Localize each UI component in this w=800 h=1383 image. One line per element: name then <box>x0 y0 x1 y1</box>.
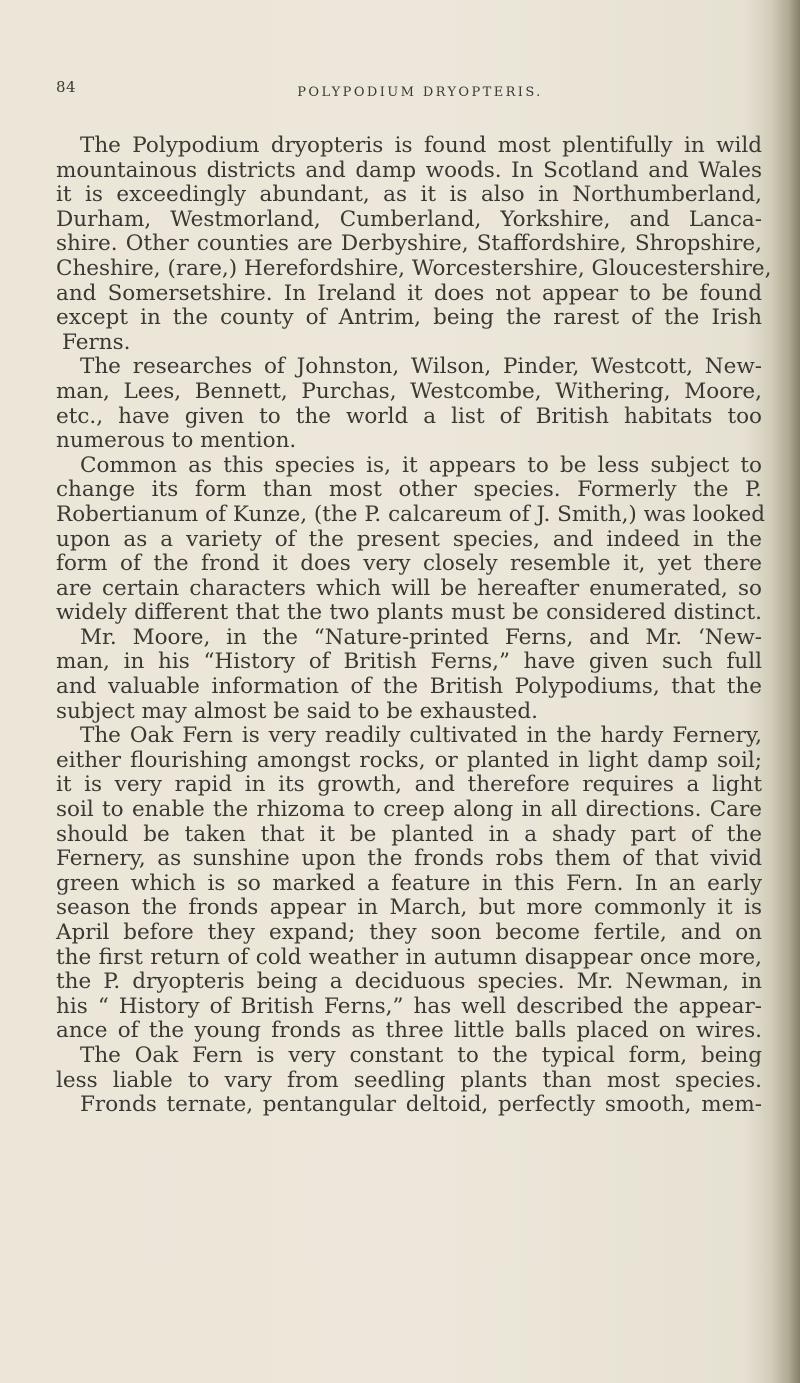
text-line: subject may almost be said to be exhausted. <box>56 698 539 724</box>
text-line: less liable to vary from seedling plants than most species. <box>56 1067 762 1093</box>
text-line: The Oak Fern is very readily cultivated in the hardy Fernery, <box>80 723 762 749</box>
text-line: ance of the young fronds as three little balls placed on wires. <box>56 1018 762 1044</box>
text-line: his “ History of British Ferns,” has well described the appear- <box>56 993 762 1019</box>
text-line: the P. dryopteris being a deciduous species. Mr. Newman, in <box>56 969 762 995</box>
text-line: man, Lees, Bennett, Purchas, Westcombe, Withering, Moore, <box>56 378 762 404</box>
text-line: are certain characters which will be hereafter enumerated, so <box>56 575 762 601</box>
text-line: green which is so marked a feature in this Fern. In an early <box>56 870 762 896</box>
body-text <box>56 133 772 1118</box>
text-line: season the fronds appear in March, but more commonly it is <box>56 895 762 921</box>
text-line: Durham, Westmorland, Cumberland, Yorkshire, and Lanca- <box>56 206 762 232</box>
text-line: Ferns. <box>62 329 131 355</box>
text-line: soil to enable the rhizoma to creep along in all directions. Care <box>56 797 762 823</box>
text-line: and Somersetshire. In Ireland it does not appear to be found <box>56 280 762 306</box>
text-line: Cheshire, (rare,) Herefordshire, Worcestershire, Gloucestershire, <box>56 255 772 281</box>
text-line: widely different that the two plants must be considered distinct. <box>56 600 762 626</box>
text-line: upon as a variety of the present species, and indeed in the <box>56 526 762 552</box>
text-line: mountainous districts and damp woods. In Scotland and Wales <box>56 157 762 183</box>
text-line: Robertianum of Kunze, (the P. calcareum of J. Smith,) was looked <box>56 501 766 527</box>
text-line: change its form than most other species. Formerly the P. <box>56 477 762 503</box>
text-line: it is very rapid in its growth, and therefore requires a light <box>56 772 762 798</box>
page-number: 84 <box>56 78 77 96</box>
text-line: The Oak Fern is very constant to the typical form, being <box>80 1042 762 1068</box>
text-line: Fernery, as sunshine upon the fronds robs them of that vivid <box>56 846 762 872</box>
text-line: The researches of Johnston, Wilson, Pinder, Westcott, New- <box>80 354 762 380</box>
text-line: form of the frond it does very closely resemble it, yet there <box>56 551 762 577</box>
text-line: shire. Other counties are Derbyshire, Staffordshire, Shropshire, <box>56 231 762 257</box>
text-line: the first return of cold weather in autumn disappear once more, <box>56 944 762 970</box>
text-line: and valuable information of the British Polypodiums, that the <box>56 674 762 700</box>
running-head: POLYPODIUM DRYOPTERIS. <box>297 85 543 100</box>
text-line: Mr. Moore, in the “Nature-printed Ferns, and Mr. ‘New- <box>80 624 762 650</box>
text-line: man, in his “History of British Ferns,” have given such full <box>56 649 762 675</box>
page-edge-shadow <box>772 0 800 1383</box>
text-line: either flourishing amongst rocks, or planted in light damp soil; <box>56 747 762 773</box>
text-line: Common as this species is, it appears to be less subject to <box>80 452 762 478</box>
text-line: Fronds ternate, pentangular deltoid, perfectly smooth, mem- <box>80 1092 762 1118</box>
text-line: except in the county of Antrim, being the rarest of the Irish <box>56 305 762 331</box>
text-line: should be taken that it be planted in a shady part of the <box>56 821 762 847</box>
text-line: April before they expand; they soon become fertile, and on <box>56 920 762 945</box>
text-line: The Polypodium dryopteris is found most plentifully in wild <box>80 133 762 158</box>
text-line: etc., have given to the world a list of British habitats too <box>56 403 762 429</box>
text-line: numerous to mention. <box>56 428 297 454</box>
text-line: it is exceedingly abundant, as it is also in Northumberland, <box>56 182 762 208</box>
